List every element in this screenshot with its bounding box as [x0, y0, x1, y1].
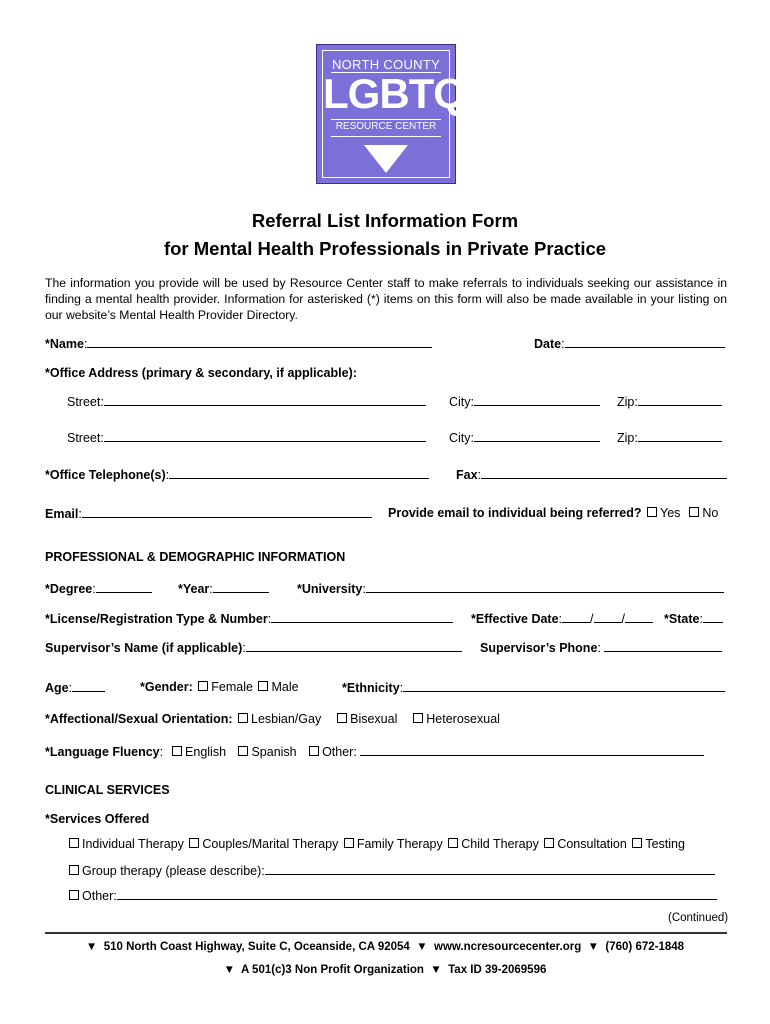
zip-field-1[interactable]: Zip:	[617, 394, 722, 409]
triangle-icon	[364, 145, 408, 173]
date-field[interactable]: Date:	[534, 336, 725, 351]
spanish-checkbox[interactable]	[238, 746, 248, 756]
testing-checkbox[interactable]	[632, 838, 642, 848]
continued-note: (Continued)	[668, 912, 729, 924]
clinical-heading: CLINICAL SERVICES	[45, 783, 170, 797]
english-checkbox[interactable]	[172, 746, 182, 756]
effective-date-field[interactable]: *Effective Date: / /	[471, 611, 653, 626]
form-subtitle: for Mental Health Professionals in Private Practice	[163, 238, 607, 259]
age-field[interactable]: Age:	[45, 680, 105, 695]
year-field[interactable]: *Year:	[178, 581, 269, 596]
degree-field[interactable]: *Degree:	[45, 581, 152, 596]
orientation-options: *Affectional/Sexual Orientation: Lesbian/Gay Bisexual Heterosexual	[45, 712, 500, 726]
individual-therapy-checkbox[interactable]	[69, 838, 79, 848]
fax-field[interactable]: Fax:	[456, 467, 727, 482]
professional-heading: PROFESSIONAL & DEMOGRAPHIC INFORMATION	[45, 550, 346, 564]
provide-email-question: Provide email to individual being referred? Yes No	[388, 506, 719, 520]
form-title: Referral List Information Form	[251, 210, 519, 231]
logo-line-2: LGBTQ	[323, 70, 465, 117]
email-field[interactable]: Email:	[45, 506, 372, 521]
couples-therapy-checkbox[interactable]	[189, 838, 199, 848]
organization-logo	[316, 44, 465, 184]
ethnicity-field[interactable]: *Ethnicity:	[342, 680, 725, 695]
footer-contact: ▼ 510 North Coast Highway, Suite C, Oceanside, CA 92054 ▼ www.ncresourcecenter.org ▼ (760) 672-1848	[85, 941, 685, 953]
triangle-bullet-icon: ▼	[416, 941, 428, 953]
street-field-1[interactable]: Street:	[67, 394, 426, 409]
yes-checkbox[interactable]	[647, 507, 657, 517]
state-field[interactable]: *State:	[664, 611, 723, 626]
services-other-field[interactable]: Other:	[67, 888, 717, 903]
bisexual-checkbox[interactable]	[337, 713, 347, 723]
city-field-2[interactable]: City:	[449, 430, 600, 445]
date-label: Date	[534, 337, 562, 351]
intro-paragraph: The information you provide will be used by Resource Center staff to make referrals to individuals seeking our assistance in finding a mental health provider. Information for asterisked (*) items on this form will also be made available in your listing on our website’s Mental Health Provider Directory.	[45, 276, 727, 322]
heterosexual-checkbox[interactable]	[413, 713, 423, 723]
supervisor-name-field[interactable]: Supervisor’s Name (if applicable):	[45, 640, 462, 655]
services-offered-label: *Services Offered	[45, 812, 150, 826]
male-checkbox[interactable]	[258, 681, 268, 691]
consultation-checkbox[interactable]	[544, 838, 554, 848]
university-field[interactable]: *University:	[297, 581, 724, 596]
female-checkbox[interactable]	[198, 681, 208, 691]
child-therapy-checkbox[interactable]	[448, 838, 458, 848]
group-therapy-field[interactable]: Group therapy (please describe):	[67, 863, 715, 878]
group-therapy-checkbox[interactable]	[69, 865, 79, 875]
family-therapy-checkbox[interactable]	[344, 838, 354, 848]
no-checkbox[interactable]	[689, 507, 699, 517]
services-other-checkbox[interactable]	[69, 890, 79, 900]
language-other-checkbox[interactable]	[309, 746, 319, 756]
footer-divider	[45, 932, 727, 934]
office-phone-field[interactable]: *Office Telephone(s):	[45, 467, 429, 482]
services-options: Individual Therapy Couples/Marital Therapy Family Therapy Child Therapy Consultation Testing	[67, 837, 685, 851]
lesbian-gay-checkbox[interactable]	[238, 713, 248, 723]
language-options: *Language Fluency: English Spanish Other:	[45, 744, 704, 759]
logo-line-1: NORTH COUNTY	[331, 57, 441, 72]
zip-field-2[interactable]: Zip:	[617, 430, 722, 445]
triangle-bullet-icon: ▼	[587, 941, 600, 953]
supervisor-phone-field[interactable]: Supervisor’s Phone:	[480, 640, 722, 655]
triangle-bullet-icon: ▼	[85, 941, 98, 953]
footer-nonprofit: ▼ A 501(c)3 Non Profit Organization ▼ Tax ID 39-2069596	[223, 964, 547, 976]
name-field[interactable]: *Name:	[45, 336, 432, 351]
triangle-bullet-icon: ▼	[430, 964, 442, 976]
logo-line-3: RESOURCE CENTER	[335, 121, 437, 132]
gender-options: *Gender: Female Male	[140, 680, 299, 694]
office-address-label: *Office Address (primary & secondary, if applicable):	[45, 366, 357, 380]
street-field-2[interactable]: Street:	[67, 430, 426, 445]
triangle-bullet-icon: ▼	[223, 964, 236, 976]
license-field[interactable]: *License/Registration Type & Number:	[45, 611, 453, 626]
city-field-1[interactable]: City:	[449, 394, 600, 409]
name-label: *Name	[45, 337, 84, 351]
